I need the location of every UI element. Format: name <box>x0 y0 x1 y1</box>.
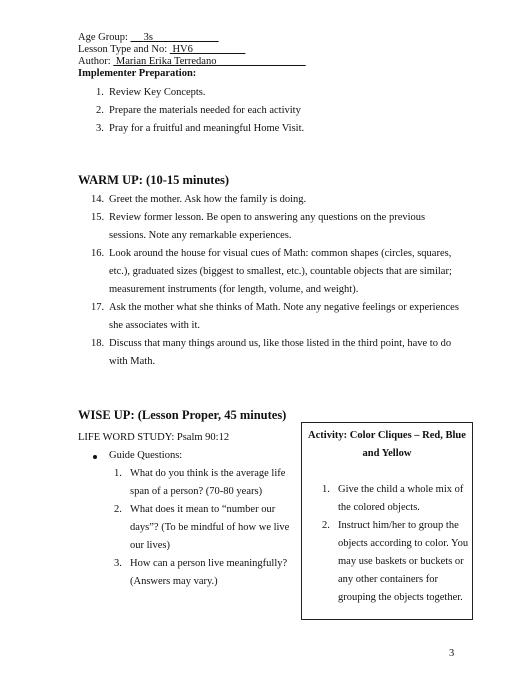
warmup-item-line: measurement instruments (for length, volume, and weight). <box>109 284 359 295</box>
bullet-icon <box>93 455 97 459</box>
activity-step-num: 2. <box>322 520 330 531</box>
question-num: 1. <box>114 468 122 479</box>
activity-title-line1: Activity: Color Cliques – Red, Blue <box>308 430 466 441</box>
question-line: How can a person live meaningfully? <box>130 558 288 569</box>
activity-step-line: the colored objects. <box>338 502 420 513</box>
warmup-item-line: with Math. <box>109 356 156 367</box>
activity-step-line: Instruct him/her to group the <box>338 520 459 531</box>
page-number: 3 <box>449 648 455 659</box>
warmup-heading: WARM UP: (10-15 minutes) <box>78 173 230 187</box>
age-group-label: Age Group: <box>78 32 131 43</box>
lesson-value: HV6 <box>172 44 193 55</box>
question-num: 3. <box>114 558 122 569</box>
warmup-item-num: 14. <box>91 194 105 205</box>
prep-item-text: Review Key Concepts. <box>109 87 206 98</box>
question-line: What does it mean to “number our <box>130 504 276 515</box>
prep-heading: Implementer Preparation: <box>78 68 197 79</box>
activity-step-num: 1. <box>322 484 330 495</box>
question-line: What do you think is the average life <box>130 468 286 479</box>
warmup-item-num: 17. <box>91 302 105 313</box>
author-line <box>78 56 306 68</box>
prep-item-num: 1. <box>96 87 104 98</box>
activity-box <box>301 422 473 620</box>
warmup-item-line: etc.), graduated sizes (biggest to smallest, etc.), countable objects that are similar; <box>109 266 452 277</box>
prep-item-text: Pray for a fruitful and meaningful Home Visit. <box>109 123 305 134</box>
activity-step-line: may use baskets or buckets or <box>338 556 464 567</box>
activity-step-line: objects according to color. You <box>338 538 469 549</box>
question-line: span of a person? (70-80 years) <box>130 486 263 497</box>
question-line: (Answers may vary.) <box>130 576 218 587</box>
warmup-item-line: Review former lesson. Be open to answering any questions on the previous <box>109 212 426 223</box>
warmup-item-line: Look around the house for visual cues of Math: common shapes (circles, squares, <box>109 248 452 259</box>
author-label: Author: <box>78 56 114 67</box>
activity-step-line: Give the child a whole mix of <box>338 484 464 495</box>
life-word-study: LIFE WORD STUDY: Psalm 90:12 <box>78 432 230 443</box>
warmup-item-line: Discuss that many things around us, like those listed in the third point, have to do <box>109 338 452 349</box>
guide-questions-label: Guide Questions: <box>109 450 183 461</box>
question-line: our lives) <box>130 540 170 551</box>
prep-item-text: Prepare the materials needed for each activity <box>109 105 301 116</box>
question-line: days”? (To be mindful of how we live <box>130 522 290 533</box>
warmup-item-line: she associates with it. <box>109 320 200 331</box>
warmup-item-line: Ask the mother what she thinks of Math. Note any negative feelings or experiences <box>109 302 459 313</box>
warmup-item-line: Greet the mother. Ask how the family is doing. <box>109 194 307 205</box>
age-group-line <box>78 32 219 44</box>
author-value: Marian Erika Terredano <box>115 56 217 67</box>
warmup-item-num: 16. <box>91 248 105 259</box>
warmup-item-num: 18. <box>91 338 105 349</box>
lesson-line <box>78 44 245 56</box>
age-group-value: 3s <box>143 32 153 43</box>
prep-item-num: 3. <box>96 123 104 134</box>
question-num: 2. <box>114 504 122 515</box>
warmup-item-line: sessions. Note any remarkable experiences. <box>109 230 292 241</box>
activity-step-line: grouping the objects together. <box>338 592 463 603</box>
wiseup-heading: WISE UP: (Lesson Proper, 45 minutes) <box>78 408 287 422</box>
warmup-item-num: 15. <box>91 212 105 223</box>
activity-step-line: any other containers for <box>338 574 439 585</box>
lesson-label: Lesson Type and No: <box>78 44 170 55</box>
activity-title-line2: and Yellow <box>362 448 412 459</box>
prep-item-num: 2. <box>96 105 104 116</box>
